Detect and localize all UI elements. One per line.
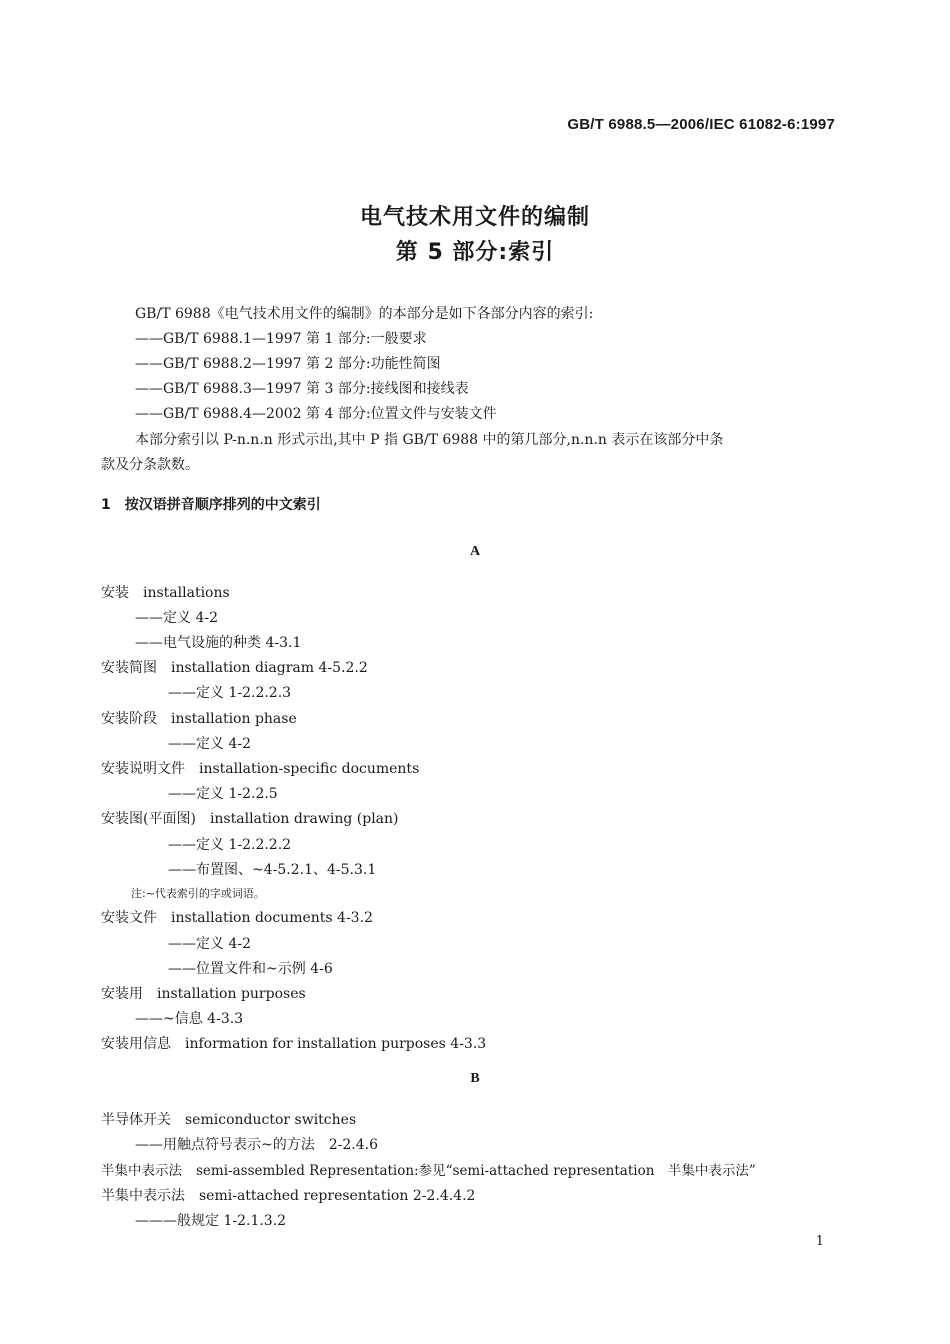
index-subentry: ——定义 1-2.2.5 — [168, 786, 278, 802]
entry-zh: 安装说明文件 — [101, 761, 185, 777]
index-note: 注:~代表索引的字或词语。 — [131, 887, 265, 900]
index-entry — [101, 657, 368, 677]
entry-en: semi-assembled Representation:参见“semi-attached representation 半集中表示法” — [196, 1163, 756, 1179]
entry-en: installation diagram 4-5.2.2 — [171, 660, 368, 676]
intro-explain-line2: 款及分条款数。 — [101, 457, 199, 473]
entry-zh: 安装简图 — [101, 660, 157, 676]
index-subentry: ——定义 1-2.2.2.2 — [168, 837, 292, 853]
intro-part-4: ——GB/T 6988.4—2002 第 4 部分:位置文件与安装文件 — [135, 406, 497, 422]
index-subentry: ——用触点符号表示~的方法 2-2.4.6 — [135, 1137, 378, 1153]
index-entry — [101, 758, 419, 778]
index-entry — [101, 983, 306, 1003]
index-entry — [101, 907, 373, 927]
group-letter-b: B — [470, 1071, 480, 1086]
index-subentry: ——定义 1-2.2.2.3 — [168, 685, 292, 701]
group-letter-a: A — [469, 544, 481, 559]
entry-zh: 安装文件 — [101, 910, 157, 926]
entry-en: installation purposes — [157, 986, 306, 1002]
index-subentry: ——布置图、~4-5.2.1、4-5.3.1 — [168, 862, 377, 878]
entry-zh: 半导体开关 — [101, 1112, 171, 1128]
index-subentry: ——定义 4-2 — [168, 736, 251, 752]
entry-zh: 半集中表示法 — [101, 1163, 182, 1179]
entry-zh: 安装用 — [101, 986, 143, 1002]
standard-id-header: GB/T 6988.5—2006/IEC 61082-6:1997 — [567, 116, 835, 133]
index-subentry: ——~信息 4-3.3 — [135, 1011, 244, 1027]
index-entry — [101, 1159, 756, 1179]
intro-lead: GB/T 6988《电气技术用文件的编制》的本部分是如下各部分内容的索引: — [135, 306, 594, 322]
entry-zh: 安装阶段 — [101, 711, 157, 727]
entry-en: installation phase — [171, 711, 297, 727]
intro-part-2: ——GB/T 6988.2—1997 第 2 部分:功能性简图 — [135, 356, 441, 372]
section-1-heading: 1 按汉语拼音顺序排列的中文索引 — [101, 497, 321, 513]
entry-en: semi-attached representation 2-2.4.4.2 — [199, 1188, 476, 1204]
document-title: 电气技术用文件的编制 — [359, 205, 590, 230]
index-subentry: ——电气设施的种类 4-3.1 — [135, 635, 302, 651]
index-entry — [101, 1185, 475, 1205]
intro-explain-line1: 本部分索引以 P-n.n.n 形式示出,其中 P 指 GB/T 6988 中的第几部分,n.n.n 表示在该部分中条 — [135, 432, 724, 448]
index-entry — [101, 1033, 486, 1053]
entry-en: installation-specific documents — [199, 761, 420, 777]
page-number: 1 — [815, 1234, 824, 1249]
intro-part-1: ——GB/T 6988.1—1997 第 1 部分:一般要求 — [135, 331, 427, 347]
entry-en: information for installation purposes 4-3.3 — [185, 1036, 487, 1052]
document-subtitle: 第 5 部分:索引 — [395, 240, 555, 265]
index-subentry: ———般规定 1-2.1.3.2 — [135, 1213, 287, 1229]
index-entry — [101, 582, 230, 602]
entry-zh: 半集中表示法 — [101, 1188, 185, 1204]
index-entry — [101, 1109, 356, 1129]
entry-zh: 安装用信息 — [101, 1036, 171, 1052]
entry-en: installation drawing (plan) — [209, 811, 399, 827]
index-subentry: ——定义 4-2 — [168, 936, 251, 952]
index-subentry: ——位置文件和~示例 4-6 — [168, 961, 333, 977]
index-entry — [101, 708, 297, 728]
index-entry — [101, 808, 399, 828]
intro-part-3: ——GB/T 6988.3—1997 第 3 部分:接线图和接线表 — [135, 381, 469, 397]
entry-en: installation documents 4-3.2 — [171, 910, 373, 926]
entry-zh: 安装图(平面图) — [101, 811, 196, 827]
entry-zh: 安装 — [101, 585, 129, 601]
index-subentry: ——定义 4-2 — [135, 610, 218, 626]
entry-en: semiconductor switches — [185, 1112, 357, 1128]
entry-en: installations — [143, 585, 230, 601]
